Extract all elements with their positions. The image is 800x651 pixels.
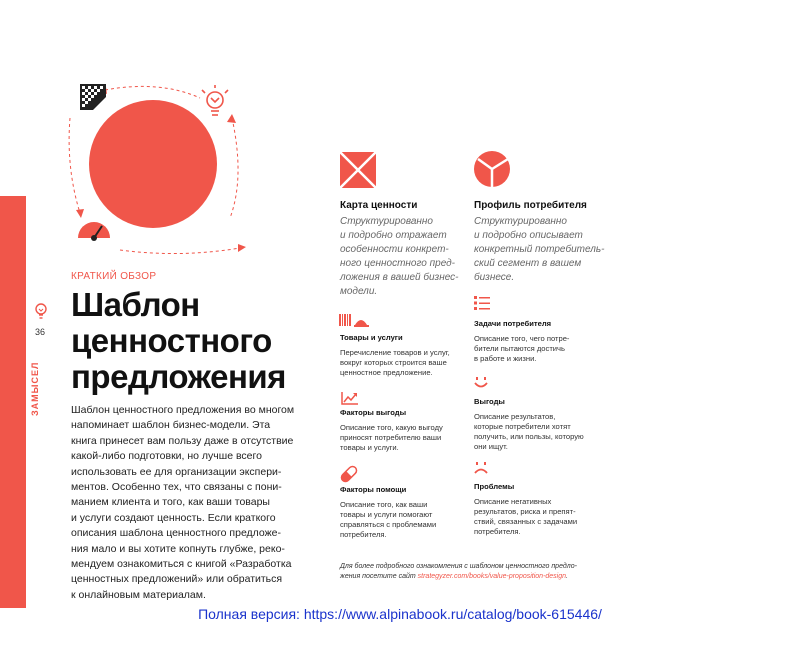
sidebar-red-bar — [0, 196, 26, 608]
intro-line: ценностных предложений» или обратиться — [71, 573, 283, 586]
desc-line: бители пытаются достичь — [474, 344, 565, 353]
desc-line: бизнесе. — [474, 272, 515, 283]
item-description — [474, 334, 614, 364]
customer-profile-item — [474, 319, 614, 364]
value-map-title: Карта ценности — [340, 200, 418, 211]
customer-profile-description — [474, 215, 624, 285]
desc-line: потребителя. — [340, 530, 387, 539]
gain-creators-icon — [341, 391, 359, 405]
item-title: Товары и услуги — [340, 333, 403, 342]
value-map-block — [340, 200, 470, 299]
sidebar-vertical-label: ЗАМЫСЕЛ — [30, 361, 40, 416]
intro-line: манием клиента и того, как ваши товары — [71, 496, 270, 509]
intro-line: ментов. Особенно тех, что связаны с пони- — [71, 481, 282, 494]
strategyzer-link[interactable]: strategyzer.com/books/value-proposition-design — [417, 573, 567, 580]
item-description — [340, 500, 470, 540]
full-version-link[interactable]: Полная версия: https://www.alpinabook.ru/catalog/book-615446/ — [198, 606, 602, 622]
desc-line: ного ценностного пред- — [340, 258, 455, 269]
item-description — [340, 348, 470, 378]
value-proposition-circle — [89, 100, 217, 228]
desc-line: они ищут. — [474, 442, 508, 451]
desc-line: ствий, связанных с задачами — [474, 517, 578, 526]
customer-profile-title: Профиль потребителя — [474, 200, 587, 211]
intro-line: к онлайновым материалам. — [71, 588, 206, 601]
desc-line: Структурированно — [474, 216, 567, 227]
intro-line: описания шаблона ценностного предложе- — [71, 527, 282, 540]
pain-relievers-icon — [340, 465, 358, 483]
desc-line: товары и услуги. — [340, 443, 399, 452]
desc-line: приносят потребителю ваши — [340, 433, 442, 442]
desc-line: справляться с проблемами — [340, 520, 437, 529]
item-description — [340, 423, 470, 453]
reference-note — [340, 562, 630, 582]
customer-profile-item — [474, 482, 614, 537]
desc-line: Перечисление товаров и услуг, — [340, 348, 450, 357]
note-line — [340, 572, 630, 582]
section-label: КРАТКИЙ ОБЗОР — [71, 271, 157, 282]
intro-line: ния мало и вы хотите копнуть глубже, реко- — [71, 542, 285, 555]
note-prefix: жения посетите сайт — [340, 573, 418, 580]
desc-line: результатов, риска и препят- — [474, 507, 576, 516]
gains-icon — [474, 377, 488, 389]
desc-line: потребителя. — [474, 527, 521, 536]
note-line: Для более подробного ознакомления с шаблоном ценностного предло- — [340, 563, 577, 570]
desc-line: ценностное предложение. — [340, 368, 433, 377]
intro-paragraph — [71, 403, 295, 603]
intro-line: напоминает шаблон бизнес-модели. Эта — [71, 419, 271, 432]
note-suffix: . — [566, 573, 568, 580]
intro-line: использовать ее для организации экспери- — [71, 465, 282, 478]
desc-line: которые потребители хотят — [474, 422, 571, 431]
intro-line: книга принесет вам пользу даже в отсутствие — [71, 434, 294, 447]
value-map-item — [340, 333, 470, 378]
desc-line: Описание того, как ваши — [340, 500, 428, 509]
products-icon — [339, 313, 371, 327]
idea-bulb-icon — [202, 85, 228, 115]
customer-profile-icon — [474, 151, 510, 187]
title-line: Шаблон — [71, 286, 200, 323]
value-proposition-illustration — [60, 78, 320, 268]
value-map-item — [340, 485, 470, 540]
customer-profile-block — [474, 200, 624, 285]
title-line: ценностного — [71, 322, 272, 359]
item-title: Факторы выгоды — [340, 408, 407, 417]
item-title: Факторы помощи — [340, 485, 407, 494]
item-title: Выгоды — [474, 397, 505, 406]
desc-line: Описание того, чего потре- — [474, 334, 570, 343]
title-line: предложения — [71, 358, 286, 395]
gauge-icon — [78, 222, 110, 241]
desc-line: модели. — [340, 286, 378, 297]
intro-line: какой-либо подготовки, но лучше всего — [71, 450, 262, 463]
value-map-icon — [340, 152, 376, 188]
item-description — [474, 497, 614, 537]
page-title — [71, 287, 331, 395]
desc-line: Описание того, какую выгоду — [340, 423, 443, 432]
intro-line: Шаблон ценностного предложения во многом — [71, 404, 295, 416]
intro-line: и услуги создают ценность. Если краткого — [71, 511, 276, 524]
pains-icon — [474, 462, 488, 474]
desc-line: особенности конкрет- — [340, 244, 449, 255]
desc-line: и подробно отражает — [340, 230, 447, 241]
desc-line: Структурированно — [340, 216, 433, 227]
customer-jobs-icon — [474, 296, 490, 310]
desc-line: ложения в вашей бизнес- — [340, 272, 459, 283]
page-number: 36 — [35, 327, 46, 337]
item-title: Проблемы — [474, 482, 515, 491]
lightbulb-icon — [34, 303, 48, 321]
desc-line: Описание негативных — [474, 497, 552, 506]
desc-line: в работе и жизни. — [474, 354, 537, 363]
value-map-item — [340, 408, 470, 453]
desc-line: вокруг которых строится ваше — [340, 358, 447, 367]
grid-square-icon — [80, 84, 106, 110]
item-title: Задачи потребителя — [474, 319, 552, 328]
desc-line: и подробно описывает — [474, 230, 583, 241]
desc-line: получить, или пользы, которую — [474, 432, 584, 441]
intro-line: мендуем ознакомиться с книгой «Разработка — [71, 558, 292, 571]
desc-line: конкретный потребитель- — [474, 244, 605, 255]
value-map-description — [340, 215, 470, 299]
item-description — [474, 412, 614, 452]
desc-line: Описание результатов, — [474, 412, 556, 421]
customer-profile-item — [474, 397, 614, 452]
desc-line: ский сегмент в вашем — [474, 258, 582, 269]
desc-line: товары и услуги помогают — [340, 510, 433, 519]
